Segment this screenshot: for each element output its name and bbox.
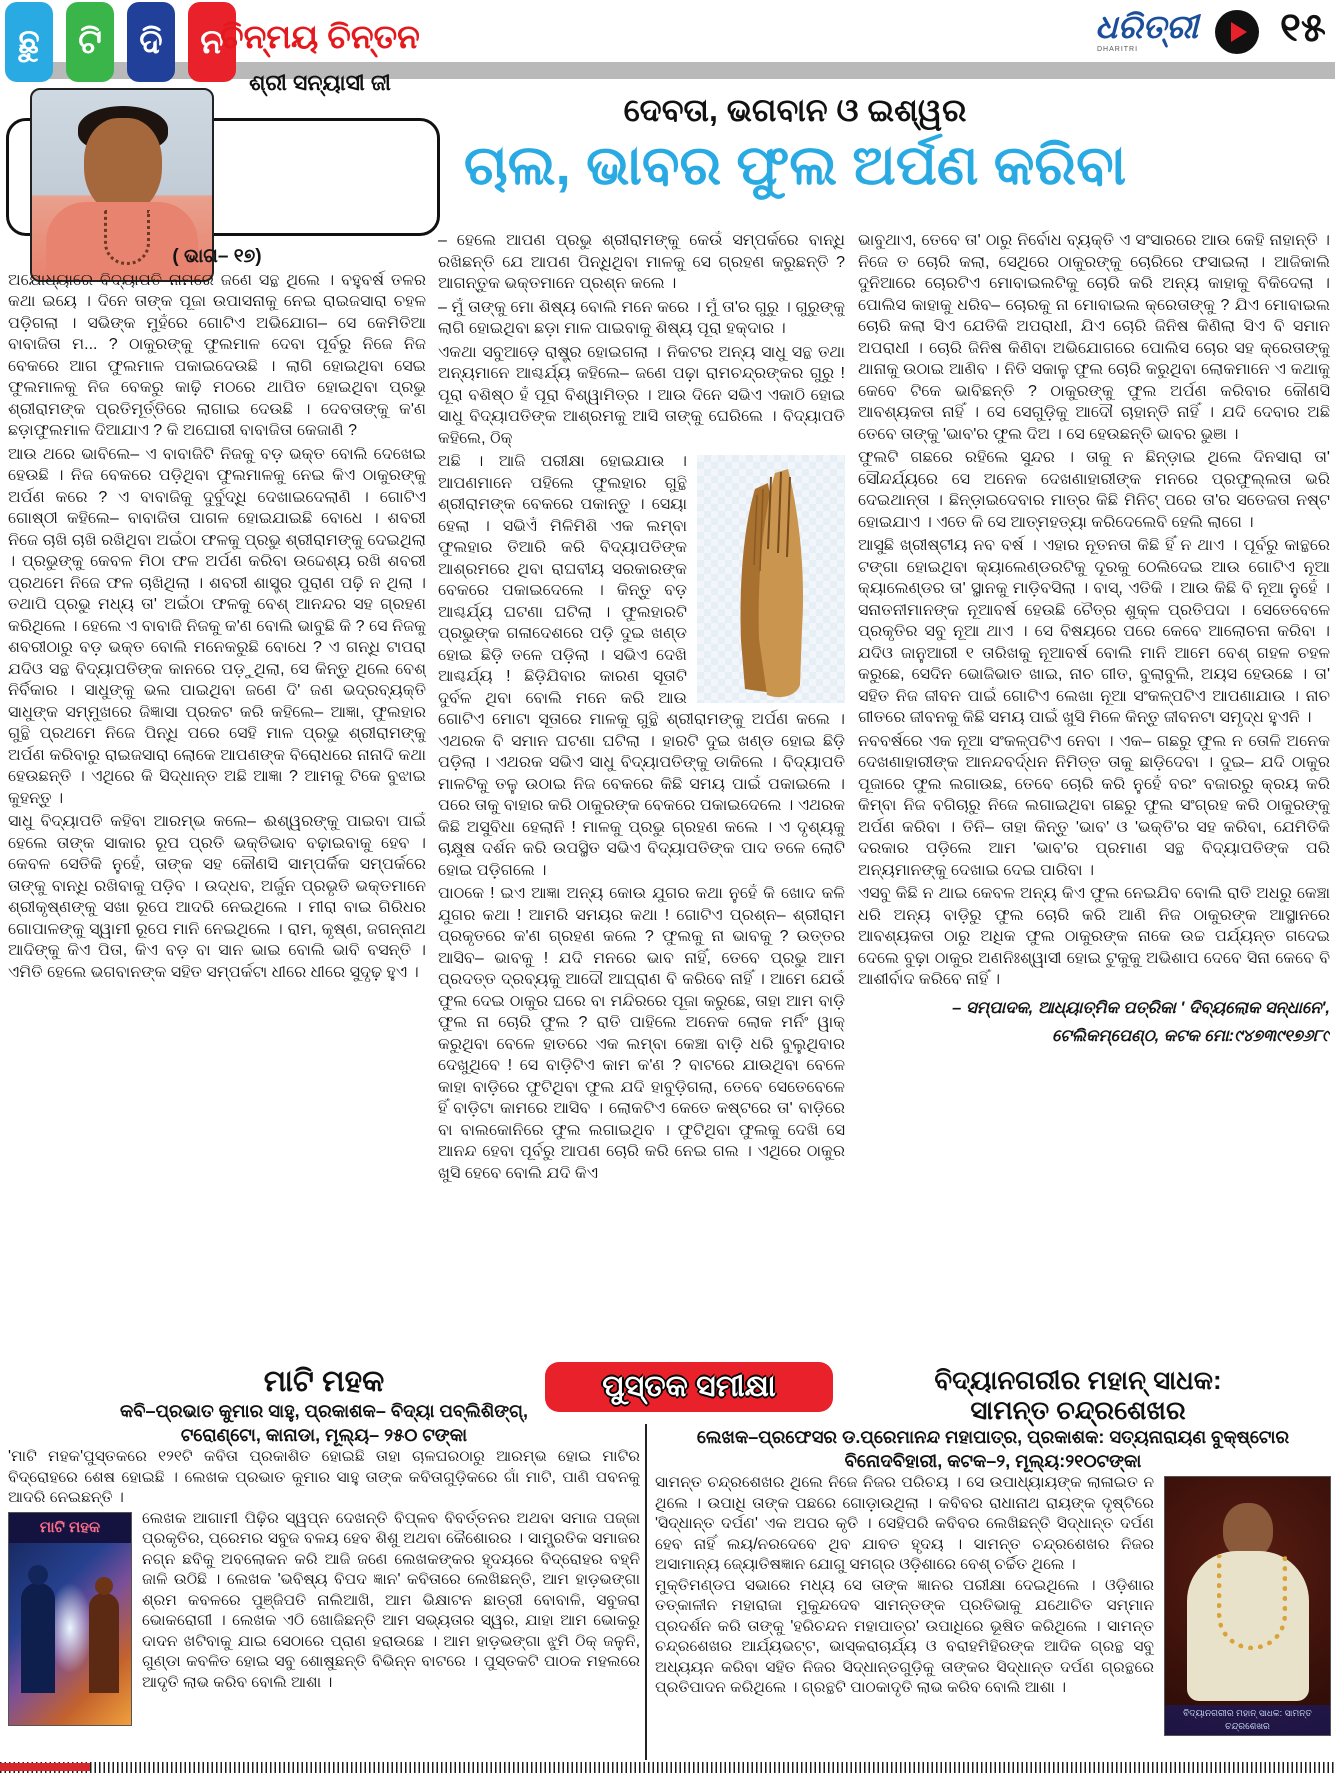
review-right-byline-2: ବିନୋଦବିହାରୀ, କଟକ–୨, ମୂଲ୍ୟ:୨୧୦ଟଙ୍କା <box>844 1451 1142 1471</box>
praying-hands-illustration <box>697 455 845 703</box>
review-left-body: ଲେଖକ ଆଗାମୀ ପିଢ଼ିର ସ୍ୱପ୍ନ ଦେଖନ୍ତି ବିପ୍ଳବ ବିବର୍ତ୍ତନର ଅଥବା ସମାଜ ପଜ୍ଜା ପ୍ରକୃତିର, ପ୍ରେମର ସବୁଜ ବଳୟ ହେବ ଶିଶୁ ଅଥବା କୈଶୋରର । ସାମ୍ପ୍ରତିକ ସମାଜର ନଗ୍ନ ଛବିକୁ ଅବଲୋକନ କରି ଆଜି ଜଣେ ଲେଖକଙ୍କର ହୃଦୟରେ ବିଦ୍ରୋହର ବହ୍ନି ଜାଳି ଉଠିଛି । ଲେଖକ 'ଭବିଷ୍ୟ ବିପଦ ଜ୍ଞାନ' କବିତାରେ ଲେଖିଛନ୍ତି, ଆମ ହାଡ଼ଭଙ୍ଗା ଶ୍ରମ କବଳରେ ପୁଞ୍ଜିପତି ନାଲିଆଖି, ଆମ ଭିକ୍ଷାଟନ ଛାତ୍ରୀ ବୋବାଳି, ସବୁଜରା ଭୋକରୋଗୀ । ଲେଖକ ଏଠି ଖୋଜିଛନ୍ତି ଆମ ସଭ୍ୟତାର ସ୍ୱର, ଯାହା ଆମ ଭୋକରୁ ଦାଦନ ଖଟିବାକୁ ଯାଇ ସେଠାରେ ପ୍ରାଣ ହରାଉଛେ । ଆମ ହାଡ଼ଭଙ୍ଗା ଝୁମି ଠିକ୍ ଜଳୁନି, ଗୁଣ୍ଡା କବଳିତ ହୋଇ ସବୁ ଶୋଷୁଛନ୍ତି ବିଭିନ୍ନ ବାଟରେ । ପୁସ୍ତକଟି ପାଠକ ମହଲରେ ଆଦୃତି ଲାଭ କରିବ ବୋଲି ଆଶା । <box>142 1509 640 1691</box>
logo-block-1 <box>5 2 53 82</box>
logo-letter: ନ <box>200 22 224 61</box>
praying-hands-image <box>697 455 845 703</box>
article-signature-line-2: ଟେଲିକମ୍‌ପେଣ୍ଠ, କଟକ ମୋ:୯୪୭୩୯୧୭୬୮୯ <box>1051 1026 1330 1045</box>
masthead <box>1095 6 1330 58</box>
logo-letter: ଛୁ <box>18 22 40 61</box>
review-left-byline-2: ଟରୋଣ୍ଟୋ, କାନାଡା, ମୂଲ୍ୟ– ୨୫୦ ଟଙ୍କା <box>180 1425 468 1445</box>
review-left-intro: 'ମାଟି ମହକ'ପୁସ୍ତକରେ ୧୨୧ଟି କବିତା ପ୍ରକାଶିତ ହୋଇଛି ତାହା ଚାଳଘରଠାରୁ ଆରମ୍ଭ ହୋଇ ମାଟିର ବିଦ୍ରୋହରେ ଶେଷ ହୋଇଛି । ଲେଖକ ପ୍ରଭାତ କୁମାର ସାହୁ ତାଙ୍କ କବିତାଗୁଡ଼ିକରେ ଗାଁ ମାଟି, ପାଣି ପବନକୁ ଆଦରି ନେଇଛନ୍ତି । <box>8 1448 640 1506</box>
review-vertical-divider <box>645 1424 647 1760</box>
column-2-intro-text: – ହେଲେ ଆପଣ ପ୍ରଭୁ ଶ୍ରୀରାମଙ୍କୁ କେଉଁ ସମ୍ପର୍କରେ ବାନ୍ଧି ରଖିଛନ୍ତି ଯେ ଆପଣ ପିନ୍ଧିଥିବା ମାଳକୁ ସେ ଗ୍ରହଣ କରୁଛନ୍ତି ? ଆଗନ୍ତୁକ ଭକ୍ତମାନେ ପ୍ରଶ୍ନ କଲେ । – ମୁଁ ତାଙ୍କୁ ମୋ ଶିଷ୍ୟ ବୋଲି ମନେ କରେ । ମୁଁ ତା'ର ଗୁରୁ । ଗୁରୁଙ୍କୁ ଲାଗି ହୋଇଥିବା ଛଡ଼ା ମାଳ ପାଇବାକୁ ଶିଷ୍ୟ ପୂରା ହକ୍‌ଦାର । ଏକଥା ସବୁଆଡ଼େ ରାଷ୍ଟ୍ର ହୋଇଗଲା । ନିକଟର ଅନ୍ୟ ସାଧୁ ସନ୍ଥ ତଥା ଅନ୍ୟମାନେ ଆଶ୍ଚର୍ଯ୍ୟ କହିଲେ– ଜଣେ ପଢ଼ା ରାମଚନ୍ଦ୍ରଙ୍କର ଗୁରୁ ! ପୂରା ବଶିଷ୍ଠ ହଁ ପୂରା ବିଶ୍ୱାମିତ୍ର । ଆଉ ଦିନେ ସଭିଏ ଏକାଠି ହୋଇ ସାଧୁ ବିଦ୍ୟାପତିଙ୍କ ଆଶ୍ରମକୁ ଆସି ତାଙ୍କୁ ଘେରିଲେ । ବିଦ୍ୟାପତି କହିଲେ, ଠିକ୍ <box>438 232 845 447</box>
article-headline: ଚାଲ, ଭାବର ଫୁଲ ଅର୍ପଣ କରିବା <box>463 134 1127 196</box>
masthead-title: ଧରିତ୍ରୀ <box>1095 8 1199 45</box>
review-right-title-1: ବିଦ୍ୟାନଗରୀର ମହାନ୍ ସାଧକ: <box>934 1365 1222 1395</box>
footer-barcode-stripe <box>0 1762 1335 1773</box>
page-number: ୧୫ <box>1280 6 1326 50</box>
logo-letter: ଟି <box>78 22 102 61</box>
play-triangle-icon <box>1231 22 1247 42</box>
book-cover-caption: ବିଦ୍ୟାନଗରୀର ମହାନ୍ ସାଧକ: ସାମନ୍ତ ଚନ୍ଦ୍ରଶେଖର <box>1165 1705 1330 1735</box>
review-right-header <box>825 1365 1331 1425</box>
review-left-wrap <box>8 1509 640 1694</box>
review-left <box>8 1365 640 1760</box>
book-review-banner-label: ପୁସ୍ତକ ସମୀକ୍ଷା <box>602 1370 776 1403</box>
logo-block-2 <box>66 2 114 82</box>
cover-portrait-garland <box>1217 1555 1287 1650</box>
book-cover-samanta-chandrasekhar <box>1164 1476 1331 1736</box>
part-label: ( ଭାଗ– ୧୭) <box>172 246 262 267</box>
review-right-body: ସାମନ୍ତ ଚନ୍ଦ୍ରଶେଖର ଥିଲେ ନିଜେ ନିଜର ପରିଚୟ । ସେ ଉପାଧ୍ୟାୟଙ୍କ ଲାଳାଇତ ନ ଥିଲେ । ଉପାଧି ତାଙ୍କ ପଛରେ ଗୋଡ଼ାଉଥିଲା । କବିବର ରାଧାନାଥ ରାୟଙ୍କ ଦୃଷ୍ଟିରେ 'ସିଦ୍ଧାନ୍ତ ଦର୍ପଣ' ଏକ ଅପର କୃତି । ସେହିପରି କବିବର ଲେଖିଛନ୍ତି ସିଦ୍ଧାନ୍ତ ଦର୍ପଣ ହେବ ନାହିଁ ଲୟ/ନରଦେବେ ଥିବ ଯାବତ ହୃଦୟ । ସାମନ୍ତ ଚନ୍ଦ୍ରଶେଖର ନିଜର ଅସାମାନ୍ୟ ଜ୍ୟୋତିଷଜ୍ଞାନ ଯୋଗୁ ସମଗ୍ର ଓଡ଼ିଶାରେ ବେଶ୍ ଚର୍ଚ୍ଚିତ ଥିଲେ । ମୁକ୍ତିମଣ୍ଡପ ସଭାରେ ମଧ୍ୟ ସେ ତାଙ୍କ ଜ୍ଞାନର ପରୀକ୍ଷା ଦେଇଥିଲେ । ଓଡ଼ିଶାର ତତ୍କାଳୀନ ମହାରାଜା ମୁକୁନ୍ଦଦେବ ସାମନ୍ତଙ୍କ ପ୍ରତିଭାକୁ ଯଥୋଚିତ ସମ୍ମାନ ପ୍ରଦର୍ଶନ କରି ତାଙ୍କୁ 'ହରିଚନ୍ଦନ ମହାପାତ୍ର' ଉପାଧିରେ ଭୂଷିତ କରିଥିଲେ । ସାମନ୍ତ ଚନ୍ଦ୍ରଶେଖର ଆର୍ଯ୍ୟଭଟ୍ଟ, ଭାସ୍କରାଚାର୍ଯ୍ୟ ଓ ବରାହମିହିରଙ୍କ ଆଦିକ ଗ୍ରନ୍ଥ ସବୁ ଅଧ୍ୟୟନ କରିବା ସହିତ ନିଜର ସିଦ୍ଧାନ୍ତଗୁଡ଼ିକୁ ତାଙ୍କର ସିଦ୍ଧାନ୍ତ ଦର୍ପଣ ଗ୍ରନ୍ଥରେ ପ୍ରତିପାଦନ କରିଥିଲେ । ଗ୍ରନ୍ଥଟି ପାଠକାଦୃତି ଲାଭ କରିବ ବୋଲି ଆଶା । <box>655 1474 1154 1696</box>
column-1-text: ଅଯୋଧ୍ୟାରେ ବିଦ୍ୟାପତି ନାମରେ ଜଣେ ସନ୍ଥ ଥିଲେ । ବହୁବର୍ଷ ତଳର କଥା ଇୟେ । ଦିନେ ତାଙ୍କ ପୂଜା ଉପାସନାକୁ ନେଇ ରାଇଜସାରା ଚହଳ ପଡ଼ିଗଲା । ସଭିଙ୍କ ମୁହଁରେ ଗୋଟିଏ ଅଭିଯୋଗ– ସେ କେମିତିଆ ବାବାଜିତା ମ... ? ଠାକୁରଙ୍କୁ ଫୁଲମାଳ ଦେବା ପୂର୍ବରୁ ନିଜେ ନିଜ ବେକରେ ଆଗ ଫୁଲମାଳ ପକାଇଦେଉଛି । ଲାଗି ହୋଇଥିବା ସେଇ ଫୁଲମାଳକୁ ନିଜ ବେକରୁ କାଢ଼ି ମଠରେ ଥାପିତ ହୋଇଥିବା ପ୍ରଭୁ ଶ୍ରୀରାମଙ୍କ ପ୍ରତିମୂର୍ତ୍ତିରେ ଲାଗାଇ ଦେଉଛି । ଦେବତାଙ୍କୁ କ'ଣ ଛଡ଼ାଫୁଲମାଳ ଦିଆଯାଏ ? କି ଅଘୋରୀ ବାବାଜିତା କେଜାଣି ? ଆଉ ଥରେ ଭାବିଲେ– ଏ ବାବାଜିଟି ନିଜକୁ ବଡ଼ ଭକ୍ତ ବୋଲି ଦେଖେଇ ହେଉଛି । ନିଜ ବେକରେ ପଡ଼ିଥିବା ଫୁଲମାଳକୁ ନେଇ କିଏ ଠାକୁରଙ୍କୁ ଅର୍ପଣ କରେ ? ଏ ବାବାଜିକୁ ଦୁର୍ବୁଦ୍ଧି ଦେଖାଇଦେଲାଣି । ଗୋଟିଏ ଗୋଷ୍ଠୀ କହିଲେ– ବାବାଜିତା ପାଗଳ ହୋଇଯାଇଛି ବୋଧେ । ଶବରୀ ନିଜେ ଚାଖି ଚାଖି ରଖିଥିବା ଅଇଁଠା ଫଳକୁ ପ୍ରଭୁ ଶ୍ରୀରାମଙ୍କୁ ଦେଇଥିଲା । ପ୍ରଭୁଙ୍କୁ କେବଳ ମିଠା ଫଳ ଅର୍ପଣ କରିବା ଉଦ୍ଦେଶ୍ୟ ରଖି ଶବରୀ ପ୍ରଥମେ ନିଜେ ଫଳ ଚାଖିଥିଲା । ଶବରୀ ଶାସ୍ତ୍ର ପୁରାଣ ପଢ଼ି ନ ଥିଲା । ତଥାପି ପ୍ରଭୁ ମଧ୍ୟ ତା' ଅଇଁଠା ଫଳକୁ ବେଶ୍ ଆନନ୍ଦର ସହ ଗ୍ରହଣ କରିଥିଲେ । ହେଲେ ଏ ବାବାଜି ନିଜକୁ କ'ଣ ବୋଲି ଭାବୁଛି କି ? ସେ ନିଜକୁ ଶବରୀଠାରୁ ବଡ଼ ଭକ୍ତ ବୋଲି ମନେକରୁଛି ବୋଧେ ? ଏ ଗନ୍ଧି ଟାପରା ଯଦିଓ ସନ୍ଥ ବିଦ୍ୟାପତିଙ୍କ କାନରେ ପଡ଼ୁଥିଲା, ସେ କିନ୍ତୁ ଥିଲେ ବେଶ୍ ନିର୍ବିକାର । ସାଧୁଙ୍କୁ ଭଲ ପାଇଥିବା ଜଣେ ଦି' ଜଣ ଭଦ୍ରବ୍ୟକ୍ତି ସାଧୁଙ୍କ ସମ୍ମୁଖରେ ଜିଜ୍ଞାସା ପ୍ରକଟ କରି କହିଲେ– ଆଜ୍ଞା, ଫୁଲହାର ଗୁନ୍ଥି ପ୍ରଥମେ ନିଜେ ପିନ୍ଧି ପରେ ସେହି ମାଳ ପ୍ରଭୁ ଶ୍ରୀରାମଙ୍କୁ ଅର୍ପଣ କରିବାରୁ ରାଇଜସାରା ଲୋକେ ଆପଣଙ୍କ ବିରୋଧରେ ନାନାଦି କଥା ହେଉଛନ୍ତି । ଏଥିରେ କି ସିଦ୍ଧାନ୍ତ ଅଛି ଆଜ୍ଞା ? ଆମକୁ ଟିକେ ବୁଝାଇ କୁହନ୍ତୁ । ସାଧୁ ବିଦ୍ୟାପତି କହିବା ଆରମ୍ଭ କଲେ– ଈଶ୍ୱରଙ୍କୁ ପାଇବା ପାଇଁ ହେଲେ ତାଙ୍କ ସାକାର ରୂପ ପ୍ରତି ଭକ୍ତିଭାବ ବଢ଼ାଇବାକୁ ହେବ । କେବଳ ସେତିକି ନୁହେଁ, ତାଙ୍କ ସହ କୌଣସି ସାମ୍ପର୍କିକ ସମ୍ପର୍କରେ ତାଙ୍କୁ ବାନ୍ଧି ରଖିବାକୁ ପଡ଼ିବ । ଉଦ୍ଧବ, ଅର୍ଜୁନ ପ୍ରଭୃତି ଭକ୍ତମାନେ ଶ୍ରୀକୃଷ୍ଣଙ୍କୁ ସଖା ରୂପେ ଆଦରି ନେଇଥିଲେ । ମୀରା ବାଇ ଗିରିଧର ଗୋପାଳଙ୍କୁ ସ୍ୱାମୀ ରୂପେ ମାନି ନେଇଥିଲେ । ରାମ, କୃଷ୍ଣ, ଜଗନ୍ନାଥ ଆଦିଙ୍କୁ କିଏ ପିତା, କିଏ ବଡ଼ ବା ସାନ ଭାଇ ବୋଲି ଭାବି ବସନ୍ତି । ଏମିତି ହେଲେ ଭଗବାନଙ୍କ ସହିତ ସମ୍ପର୍କଟା ଧୀରେ ଧୀରେ ସୁଦୃଢ଼ ହୁଏ । <box>8 271 426 981</box>
review-right-wrap <box>655 1473 1331 1731</box>
article-column-1 <box>8 246 426 1246</box>
column-3-text: ଭାବୁଥାଏ, ତେବେ ତା' ଠାରୁ ନିର୍ବୋଧ ବ୍ୟକ୍ତି ଏ ସଂସାରରେ ଆଉ କେହି ନାହାନ୍ତି । ନିଜେ ତ ଚୋରି କଲା, ସେଥିରେ ଠାକୁରଙ୍କୁ ଚୋରିରେ ଫସାଇଲା । ଆଜିକାଲି ଦୁନିଆରେ ଚୋରଟିଏ ମୋବାଇଲଟିକୁ ଚୋରି କରି ଅନ୍ୟ କାହାକୁ ବିକିଦେଲା । ପୋଲିସ କାହାକୁ ଧରିବ– ଚୋରକୁ ନା ମୋବାଇଲ କ୍ରେତାଙ୍କୁ ? ଯିଏ ମୋବାଇଲ ଚୋରି କଲା ସିଏ ଯେତିକି ଅପରାଧୀ, ଯିଏ ଚୋରି ଜିନିଷ କିଣିଲା ସିଏ ବି ସମାନ ଅପରାଧୀ । ଚୋରି ଜିନିଷ କିଣିବା ଅଭିଯୋଗରେ ପୋଲିସ ଚୋର ସହ କ୍ରେତାଙ୍କୁ ଥାନାକୁ ଉଠାଇ ଆଣିବ । ନିତି ସକାଳୁ ଫୁଲ ଚୋରି କରୁଥିବା ଲୋକମାନେ ଏ କଥାକୁ କେବେ ଟିକେ ଭାବିଛନ୍ତି ? ଠାକୁରଙ୍କୁ ଫୁଲ ଅର୍ପଣ କରିବାର କୌଣସି ଆବଶ୍ୟକତା ନାହିଁ । ସେ ସେଗୁଡ଼ିକୁ ଆଦୌ ଚାହାନ୍ତି ନାହିଁ । ଯଦି ଦେବାର ଅଛି ତେବେ ତାଙ୍କୁ 'ଭାବ'ର ଫୁଲ ଦିଅ । ସେ ହେଉଛନ୍ତି ଭାବର ଭୁଞା । ଫୁଲଟି ଗଛରେ ରହିଲେ ସୁନ୍ଦର । ତାକୁ ନ ଛିନ୍ଡ଼ାଇ ଥିଲେ ଦିନସାରା ତା' ସୌନ୍ଦର୍ଯ୍ୟରେ ସେ ଅନେକ ଦେଖଣାହାରୀଙ୍କ ମନରେ ପ୍ରଫୁଲ୍ଲତା ଭରି ଦେଇଥାନ୍ତା । ଛିନ୍ଡ଼ାଇଦେବାର ମାତ୍ର କିଛି ମିନିଟ୍ ପରେ ତା'ର ସତେଜତା ନଷ୍ଟ ହୋଇଯାଏ । ଏତେ କି ସେ ଆତ୍ମହତ୍ୟା କରିଦେଲେବି ହେଲି ଲାଗେ । ଆସୁଛି ଖ୍ରୀଷ୍ଟୀୟ ନବ ବର୍ଷ । ଏହାର ନୂତନତା କିଛି ହିଁ ନ ଥାଏ । ପୂର୍ବରୁ କାନ୍ଥରେ ଟଙ୍ଗା ହୋଇଥିବା କ୍ୟାଲେଣ୍ଡରଟିକୁ ଦୂରକୁ ଠେଲିଦେଇ ଆଉ ଗୋଟିଏ ନୂଆ କ୍ୟାଲେଣ୍ଡର ତା' ସ୍ଥାନକୁ ମାଡ଼ିବସିଲା । ବାସ୍, ଏତିକି । ଆଉ କିଛି ବି ନୂଆ ନୁହେଁ । ସନାତନୀମାନଙ୍କ ନୂଆବର୍ଷ ହେଉଛି ଚୈତ୍ର ଶୁକ୍ଳ ପ୍ରତିପଦା । ସେତେବେଳେ ପ୍ରକୃତିର ସବୁ ନୂଆ ଥାଏ । ସେ ବିଷୟରେ ପରେ କେବେ ଆଲୋଚନା କରିବା । ଯଦିଓ ଜାନୁଆରୀ ୧ ତାରିଖକୁ ନୂଆବର୍ଷ ବୋଲି ମାନି ଆମେ ବେଶ୍ ଗହଳ ଚହଳ କରୁଛେ, ସେଦିନ ଭୋଜିଭାତ ଖାଇ, ନାଚ ଗୀତ, ବୁଲାବୁଲି, ଅୟସ ହେଉଛେ । ତା' ସହିତ ନିଜ ଜୀବନ ପାଇଁ ଗୋଟିଏ ଲେଖା ନୂଆ ସଂକଳ୍ପଟିଏ ଆପଣାଯାଉ । ନାଚ ଗୀତରେ ଜୀବନକୁ କିଛି ସମୟ ପାଇଁ ଖୁସି ମିଳେ କିନ୍ତୁ ଜୀବନଟା ସମୃଦ୍ଧ ହୁଏନି । ନବବର୍ଷରେ ଏକ ନୂଆ ସଂକଳ୍ପଟିଏ ନେବା । ଏକ– ଗଛରୁ ଫୁଲ ନ ତୋଳି ଅନେକ ଦେଖଣାହାରୀଙ୍କ ଆନନ୍ଦବର୍ଦ୍ଧନ ନିମିତ୍ତ ତାକୁ ଛାଡ଼ିଦେବା । ଦୁଇ– ଯଦି ଠାକୁର ପୂଜାରେ ଫୁଲ ଲଗାଉଛ, ତେବେ ଚୋରି କରି ନୁହେଁ ବରଂ ବଜାରରୁ କ୍ରୟ କରି କିମ୍ବା ନିଜ ବଗିଚାରୁ ନିଜେ ଲଗାଇଥିବା ଗଛରୁ ଫୁଲ ସଂଗ୍ରହ କରି ଠାକୁରଙ୍କୁ ଅର୍ପଣ କରିବା । ତିନି– ତାହା କିନ୍ତୁ 'ଭାବ' ଓ 'ଭକ୍ତି'ର ସହ କରିବା, ଯେମିତିକି ଦରକାର ପଡ଼ିଲେ ଆମ 'ଭାବ'ର ପ୍ରମାଣ ସନ୍ଥ ବିଦ୍ୟାପତିଙ୍କ ପରି ଅନ୍ୟମାନଙ୍କୁ ଦେଖାଇ ଦେଇ ପାରିବା । ଏସବୁ କିଛି ନ ଥାଇ କେବଳ ଅନ୍ୟ କିଏ ଫୁଲ ନେଇଯିବ ବୋଲି ରାତି ଅଧରୁ କେଞ୍ଚା ଧରି ଅନ୍ୟ ବାଡ଼ିରୁ ଫୁଲ ଚୋରି କରି ଆଣି ନିଜ ଠାକୁରଙ୍କ ଆସ୍ଥାନରେ ଆବଶ୍ୟକତା ଠାରୁ ଅଧିକ ଫୁଲ ଠାକୁରଙ୍କ ନାକେ ଉଚ୍ଚ ପର୍ଯ୍ୟନ୍ତ ଗଦେଇ ଦେଲେ ବୁଢ଼ା ଠାକୁର ଅଣନିଃଶ୍ୱାସୀ ହୋଇ ଟୁକୁକୁ ଅଭିଶାପ ଦେବେ ସିନା କେବେ ବି ଆଶୀର୍ବାଦ କରିବେ ନାହିଁ । <box>858 232 1330 988</box>
logo-block-3 <box>127 2 175 82</box>
article-column-2 <box>438 230 845 1246</box>
author-photo-face <box>84 118 162 214</box>
column-2-body-text: ଅଛି । ଆଜି ପରୀକ୍ଷା ହୋଇଯାଉ । ଆପଣମାନେ ପହିଲେ ଫୁଲହାର ଗୁନ୍ଥି ଶ୍ରୀରାମଙ୍କ ବେକରେ ପକାନ୍ତୁ । ସେୟା ହେଲା । ସଭିଏଁ ମିଳିମିଶି ଏକ ଲମ୍ବା ଫୁଲହାର ତିଆରି କରି ବିଦ୍ୟାପତିଙ୍କ ଆଶ୍ରମରେ ଥିବା ରାଘବୀୟ ସରକାରଙ୍କ ବେକରେ ପକାଇଦେଲେ । କିନ୍ତୁ ବଡ଼ ଆଶ୍ଚର୍ଯ୍ୟ ଘଟଣା ଘଟିଲା । ଫୁଲହାରଟି ପ୍ରଭୁଙ୍କ ଗଳାଦେଶରେ ପଡ଼ି ଦୁଇ ଖଣ୍ଡ ହୋଇ ଛିଡ଼ି ତଳେ ପଡ଼ିଲା । ସଭିଏ ଦେଖି ଆଶ୍ଚର୍ଯ୍ୟ ! ଛିଡ଼ିଯିବାର କାରଣ ସୂତାଟି ଦୁର୍ବଳ ଥିବା ବୋଲି ମନେ କରି ଆଉ ଗୋଟିଏ ମୋଟା ସୂତାରେ ମାଳକୁ ଗୁନ୍ଥି ଶ୍ରୀରାମଙ୍କୁ ଅର୍ପଣ କଲେ । ଏଥରକ ବି ସମାନ ଘଟଣା ଘଟିଲା । ହାରଟି ଦୁଇ ଖଣ୍ଡ ହୋଇ ଛିଡ଼ି ପଡ଼ିଲା । ଏଥରକ ସଭିଏ ସାଧୁ ବିଦ୍ୟାପତିଙ୍କୁ ଡାକିଲେ । ବିଦ୍ୟାପତି ମାଳଟିକୁ ତଳୁ ଉଠାଇ ନିଜ ବେକରେ କିଛି ସମୟ ପାଇଁ ପକାଇଲେ । ପରେ ତାକୁ ବାହାର କରି ଠାକୁରଙ୍କ ବେକରେ ପକାଇଦେଲେ । ଏଥରକ କିଛି ଅସୁବିଧା ହେଲାନି ! ମାଳକୁ ପ୍ରଭୁ ଗ୍ରହଣ କଲେ । ଏ ଦୃଶ୍ୟକୁ ଚାକ୍ଷୁଷ ଦର୍ଶନ କରି ଉପସ୍ଥିତ ସଭିଏ ବିଦ୍ୟାପତିଙ୍କ ପାଦ ତଳେ ଲୋଟି ହୋଇ ପଡ଼ିଗଲେ । ପାଠକେ ! ଇଏ ଆଜ୍ଞା ଅନ୍ୟ କୋଉ ଯୁଗର କଥା ନୁହେଁ କି ଖୋଦ କଳି ଯୁଗର କଥା ! ଆମରି ସମୟର କଥା ! ଗୋଟିଏ ପ୍ରଶ୍ନ– ଶ୍ରୀରାମ ପ୍ରକୃତରେ କ'ଣ ଗ୍ରହଣ କଲେ ? ଫୁଲକୁ ନା ଭାବକୁ ? ଉତ୍ତର ଆସିବ– ଭାବକୁ ! ଯଦି ମନରେ ଭାବ ନାହିଁ, ତେବେ ପ୍ରଭୁ ଆମ ପ୍ରଦତ୍ତ ଦ୍ରବ୍ୟକୁ ଆଦୌ ଆଘ୍ରାଣ ବି କରିବେ ନାହିଁ । ଆମେ ଯେଉଁ ଫୁଲ ଦେଇ ଠାକୁର ଘରେ ବା ମନ୍ଦିରରେ ପୂଜା କରୁଛେ, ତାହା ଆମ ବାଡ଼ି ଫୁଲ ନା ଚୋରି ଫୁଲ ? ରାତି ପାହିଲେ ଅନେକ ଲୋକ ମର୍ନିଂ ୱାକ୍ କରୁଥିବା ବେଳେ ହାତରେ ଏକ ଲମ୍ବା କେଞ୍ଚା ବାଡ଼ି ଧରି ବୁଲୁଥିବାର ଦେଖୁଥିବେ ! ସେ ବାଡ଼ିଟିଏ କାମ କ'ଣ ? ବାଟରେ ଯାଉଥିବା ବେଳେ କାହା ବାଡ଼ିରେ ଫୁଟିଥିବା ଫୁଲ ଯଦି ହାବୁଡ଼ିଗଲା, ତେବେ ସେତେବେଳେ ହିଁ ବାଡ଼ିଟା କାମରେ ଆସିବ । ଲୋକଟିଏ କେତେ କଷ୍ଟରେ ତା' ବାଡ଼ିରେ ବା ବାଲକୋନିରେ ଫୁଲ ଲଗାଇଥିବ । ଫୁଟିଥିବା ଫୁଲକୁ ଦେଖି ସେ ଆନନ୍ଦ ହେବା ପୂର୍ବରୁ ଆପଣ ଚୋରି କରି ନେଇ ଗଲ । ଏଥିରେ ଠାକୁର ଖୁସି ହେବେ ବୋଲି ଯଦି କିଏ <box>438 453 845 1182</box>
cover-figure-left <box>21 1583 55 1693</box>
review-right-byline-1: ଲେଖକ–ପ୍ରଫେସର ଡ.ପ୍ରେମାନନ୍ଦ ମହାପାତ୍ର, ପ୍ରକାଶକ: ସତ୍ୟନାରାୟଣ ବୁକ୍‌ଷ୍ଟୋର <box>696 1427 1290 1447</box>
review-right-title-2: ସାମନ୍ତ ଚନ୍ଦ୍ରଶେଖର <box>970 1395 1186 1425</box>
masthead-subtitle: DHARITRI <box>1097 46 1139 53</box>
cover-figure-right <box>89 1593 119 1693</box>
column-title: ଚିନ୍ମୟ ଚିନ୍ତନ <box>220 18 420 55</box>
book-cover-mati-mahaka <box>8 1512 132 1726</box>
article-kicker: ଦେବତା, ଭଗବାନ ଓ ଇଶ୍ୱର <box>623 92 967 128</box>
review-right <box>655 1365 1331 1760</box>
review-left-byline-1: କବି–ପ୍ରଭାତ କୁମାର ସାହୁ, ପ୍ରକାଶକ– ବିଦ୍ୟା ପବ୍ଲିଶିଙ୍ଗ୍, <box>119 1401 528 1421</box>
play-icon <box>1215 10 1259 54</box>
section-logo-chhutidina <box>5 2 236 82</box>
article-column-3 <box>858 230 1330 1208</box>
book-cover-title: ମାଟି ମହକ <box>9 1513 131 1543</box>
author-name: ଶ୍ରୀ ସନ୍ୟାସୀ ଜୀ <box>249 70 391 95</box>
logo-letter: ଦି <box>139 22 163 61</box>
footer-red-mark <box>0 1763 90 1771</box>
article-signature-line-1: – ସମ୍ପାଦକ, ଆଧ୍ୟାତ୍ମିକ ପତ୍ରିକା ' ଦିବ୍ୟଲୋକ ସନ୍ଧାନେ', <box>952 998 1330 1017</box>
review-left-title: ମାଟି ମହକ <box>263 1365 385 1398</box>
